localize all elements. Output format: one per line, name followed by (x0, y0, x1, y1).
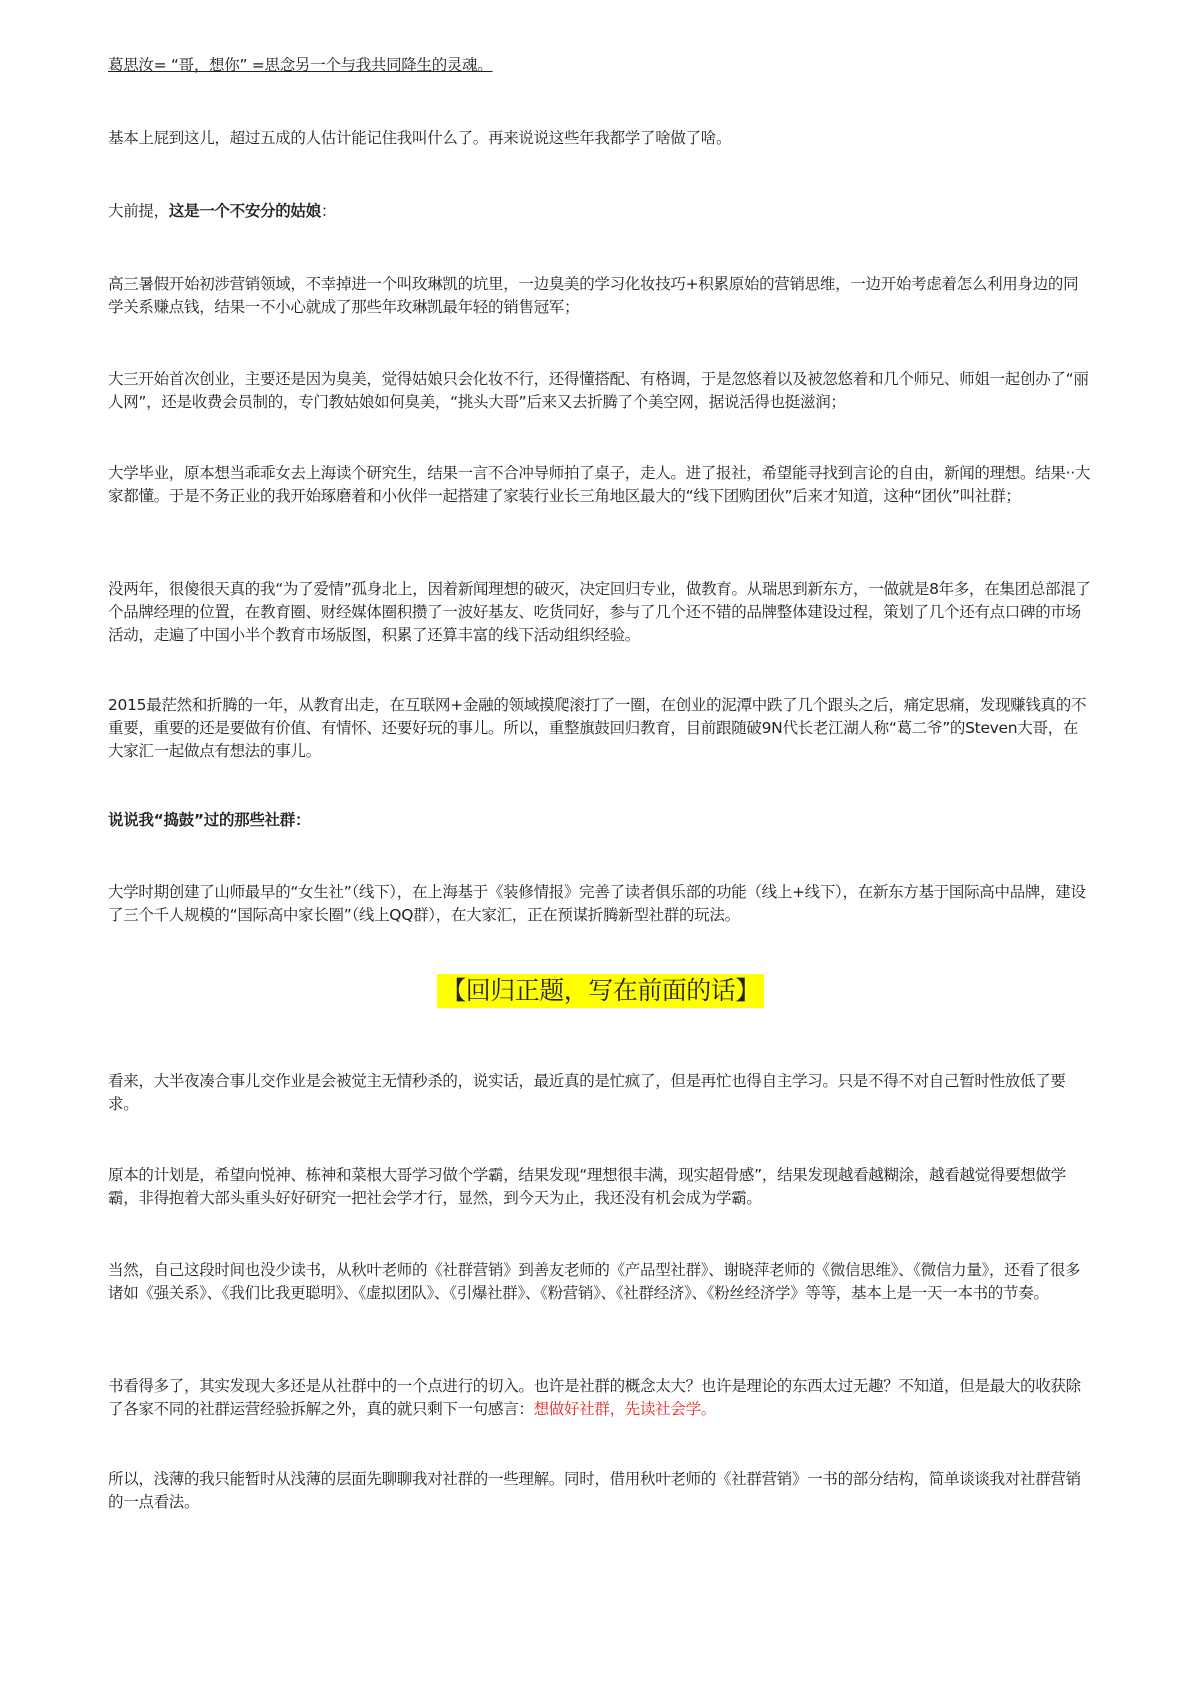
paragraph-remember-name: 基本上屁到这儿，超过五成的人估计能记住我叫什么了。再来说说这些年我都学了啥做了啥。 (108, 129, 732, 147)
paragraph-highschool: 高三暑假开始初涉营销领域，不幸掉进一个叫玫琳凯的坑里，一边臭美的学习化妆技巧+积累原始的营销思维，一边开始考虑着怎么利用身边的同学关系赚点钱，结果一不小心就成了那些年玫琳凯最年轻的销售冠军； (108, 275, 1079, 316)
paragraph-insight (108, 1375, 1093, 1421)
paragraph-reading: 当然，自己这段时间也没少读书，从秋叶老师的《社群营销》到善友老师的《产品型社群》、谢晓萍老师的《微信思维》、《微信力量》，还看了很多诸如《强关系》、《我们比我更聪明》、《虚拟团队》、《引爆社群》、《粉营销》、《社群经济》、《粉丝经济学》等等，基本上是一天一本书的节奏。 (108, 1261, 1081, 1302)
paragraph-university-startup: 大三开始首次创业，主要还是因为臭美，觉得姑娘只会化妆不行，还得懂搭配、有格调，于是忽悠着以及被忽悠着和几个师兄、师姐一起创办了“丽人网”，还是收费会员制的，专门教姑娘如何臭美，“挑头大哥”后来又去折腾了个美空网，据说活得也挺滋润； (108, 370, 1089, 411)
insight-text: 书看得多了，其实发现大多还是从社群中的一个点进行的切入。也许是社群的概念太大？也许是理论的东西太过无趣？不知道，但是最大的收获除了各家不同的社群运营经验拆解之外，真的就只剩下一句感言： (108, 1377, 1081, 1418)
paragraph-2015: 2015最茫然和折腾的一年，从教育出走，在互联网+金融的领域摸爬滚打了一圈，在创业的泥潭中跌了几个跟头之后，痛定思痛，发现赚钱真的不重要，重要的还是要做有价值、有情怀、还要好玩的事儿。所以，重整旗鼓回归教育，目前跟随破9N代长老江湖人称“葛二爷”的Steven大哥，在大家汇一起做点有想法的事儿。 (108, 696, 1087, 760)
paragraph-premise (108, 200, 1093, 223)
paragraph-conclusion: 所以，浅薄的我只能暂时从浅薄的层面先聊聊我对社群的一些理解。同时，借用秋叶老师的《社群营销》一书的部分结构，简单谈谈我对社群营销的一点看法。 (108, 1470, 1081, 1511)
paragraph-graduation: 大学毕业，原本想当乖乖女去上海读个研究生，结果一言不合冲导师拍了桌子，走人。进了报社，希望能寻找到言论的自由，新闻的理想。结果··大家都懂。于是不务正业的我开始琢磨着和小伙伴一起搭建了家装行业长三角地区最大的“线下团购团伙”后来才知道，这种“团伙”叫社群； (108, 464, 1091, 505)
paragraph-education-career: 没两年，很傻很天真的我“为了爱情”孤身北上，因着新闻理想的破灭，决定回归专业，做教育。从瑞思到新东方，一做就是8年多，在集团总部混了个品牌经理的位置，在教育圈、财经媒体圈积攒了一波好基友、吃货同好，参与了几个还不错的品牌整体建设过程，策划了几个还有点口碑的市场活动，走遍了中国小半个教育市场版图，积累了还算丰富的线下活动组织经验。 (108, 580, 1091, 644)
paragraph-communities: 大学时期创建了山师最早的“女生社”（线下），在上海基于《装修情报》完善了读者俱乐部的功能（线上+线下），在新东方基于国际高中品牌，建设了三个千人规模的“国际高中家长圈”（线上QQ群），在大家汇，正在预谋折腾新型社群的玩法。 (108, 883, 1086, 924)
paragraph-homework: 看来，大半夜凑合事儿交作业是会被觉主无情秒杀的，说实话，最近真的是忙疯了，但是再忙也得自主学习。只是不得不对自己暂时性放低了要求。 (108, 1072, 1066, 1113)
section-heading: 【回归正题，写在前面的话】 (437, 974, 764, 1008)
section-heading-wrap (108, 974, 1093, 1008)
premise-bold: 这是一个不安分的姑娘 (168, 202, 321, 220)
premise-suffix: ： (320, 202, 337, 220)
intro-name-text: 葛思汝= “哥，想你” =思念另一个与我共同降生的灵魂。 (108, 56, 493, 74)
paragraph-plan: 原本的计划是，希望向悦神、栋神和菜根大哥学习做个学霸，结果发现“理想很丰满，现实超骨感”，结果发现越看越糊涂，越看越觉得要想做学霸，非得抱着大部头重头好好研究一把社会学才行，显然，到今天为止，我还没有机会成为学霸。 (108, 1166, 1066, 1207)
insight-emphasis: 想做好社群，先读社会学。 (533, 1400, 717, 1418)
paragraph-communities-title: 说说我“捣鼓”过的那些社群： (108, 811, 311, 829)
intro-name-line (108, 54, 1093, 77)
premise-prefix: 大前提， (108, 202, 169, 220)
